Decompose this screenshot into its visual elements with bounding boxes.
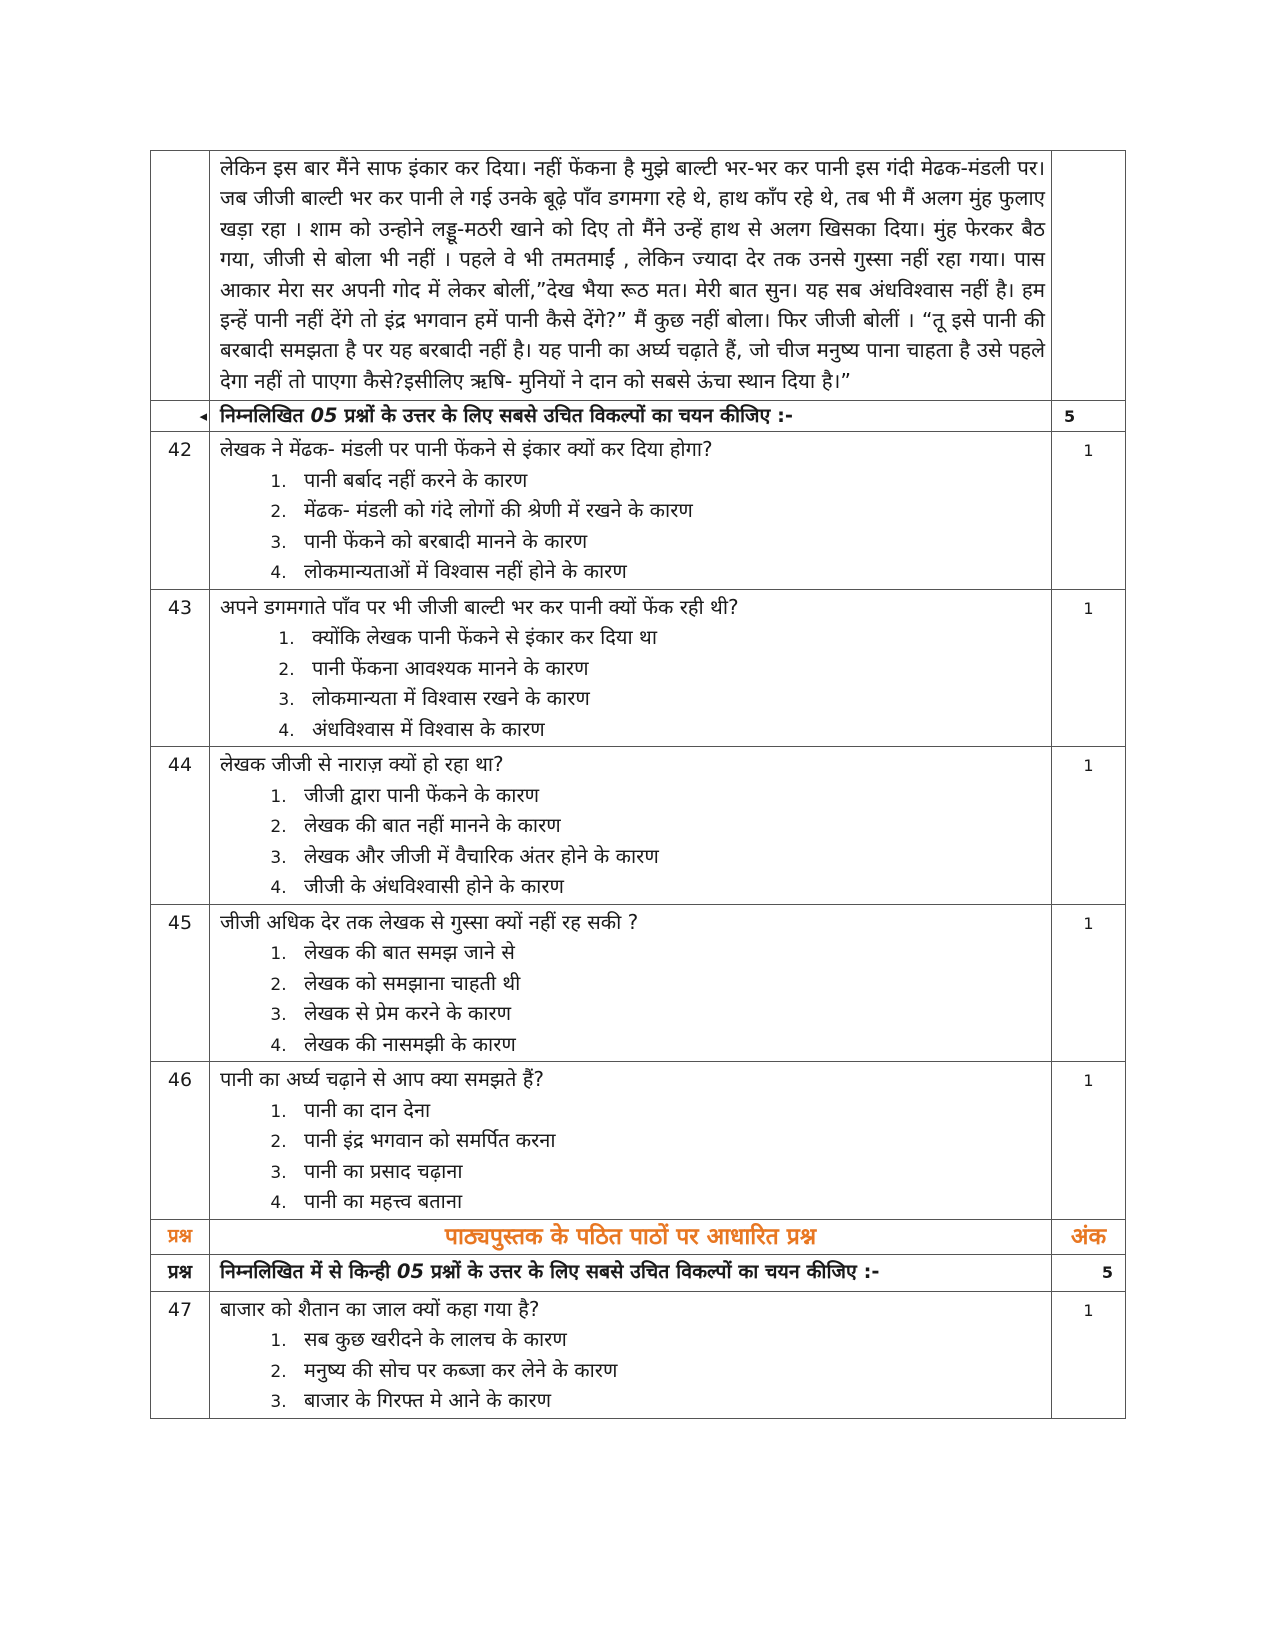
options-list [220, 622, 1045, 744]
option-item: 3. लेखक से प्रेम करने के कारण [292, 998, 1045, 1029]
question-row-47 [151, 1291, 1126, 1418]
option-item: 3. बाजार के गिरफ्त मे आने के कारण [292, 1385, 1045, 1416]
passage-text: लेकिन इस बार मैंने साफ इंकार कर दिया। नहीं फेंकना है मुझे बाल्टी भर-भर कर पानी इस गंदी मेढक-मंडली पर। जब जीजी बाल्टी भर कर पानी ले गई उनके बूढ़े पाँव डगमगा रहे थे, हाथ काँप रहे थे, तब भी मैं अलग मुंह फुलाए खड़ा रहा । शाम को उन्होने लड्डू-मठरी खाने को दिए तो मैंने उन्हें हाथ से अलग खिसका दिया। मुंह फेरकर बैठ गया, जीजी से बोला भी नहीं । पहले वे भी तमतमाईं , लेकिन ज्यादा देर तक उनसे गुस्सा नहीं रहा गया। पास आकार मेरा सर अपनी गोद में लेकर बोलीं,”देख भैया रूठ मत। मेरी बात सुन। यह सब अंधविश्वास नहीं है। हम इन्हें पानी नहीं देंगे तो इंद्र भगवान हमें पानी कैसे देंगे?” मैं कुछ नहीं बोला। फिर जीजी बोलीं । “तू इसे पानी की बरबादी समझता है पर यह बरबादी नहीं है। यह पानी का अर्घ्य चढ़ाते हैं, जो चीज मनुष्य पाना चाहता है उसे पहले देगा नहीं तो पाएगा कैसे?इसीलिए ऋषि- मुनियों ने दान को सबसे ऊंचा स्थान दिया है।” [210, 151, 1052, 401]
question-marks: 1 [1052, 589, 1126, 747]
question-text: जीजी अधिक देर तक लेखक से गुस्सा क्यों नहीं रह सकी ? [220, 909, 639, 934]
option-item: 4. जीजी के अंधविश्वासी होने के कारण [292, 871, 1045, 902]
option-item: 3. लेखक और जीजी में वैचारिक अंतर होने के कारण [292, 841, 1045, 872]
question-cell [210, 904, 1052, 1062]
option-item: 3. पानी का प्रसाद चढ़ाना [292, 1156, 1045, 1187]
option-item: 1. पानी का दान देना [292, 1095, 1045, 1126]
option-item: 2. लेखक को समझाना चाहती थी [292, 968, 1045, 999]
question-number: 46 [151, 1062, 210, 1220]
instruction-text-2: निम्नलिखित में से किन्ही 05 प्रश्नों के उत्तर के लिए सबसे उचित विकल्पों का चयन कीजिए :- [210, 1254, 1052, 1291]
option-item: 2. लेखक की बात नहीं मानने के कारण [292, 810, 1045, 841]
option-item: 1. जीजी द्वारा पानी फेंकने के कारण [292, 780, 1045, 811]
question-marks: 1 [1052, 432, 1126, 590]
question-marks: 1 [1052, 747, 1126, 905]
section-title: पाठ्यपुस्तक के पठित पाठों पर आधारित प्रश्न [210, 1219, 1052, 1254]
instruction-marks-2: 5 [1052, 1254, 1126, 1291]
question-cell [210, 1062, 1052, 1220]
option-item: 4. लोकमान्यताओं में विश्वास नहीं होने के कारण [292, 556, 1045, 587]
question-text: लेखक जीजी से नाराज़ क्यों हो रहा था? [220, 752, 504, 777]
question-row-43 [151, 589, 1126, 747]
option-item: 2. मनुष्य की सोच पर कब्जा कर लेने के कारण [292, 1355, 1045, 1386]
instruction-marker: ◂ [151, 401, 210, 432]
question-marks: 1 [1052, 904, 1126, 1062]
option-item: 1. पानी बर्बाद नहीं करने के कारण [292, 465, 1045, 496]
question-cell [210, 747, 1052, 905]
option-item: 4. लेखक की नासमझी के कारण [292, 1029, 1045, 1060]
question-text: लेखक ने मेंढक- मंडली पर पानी फेंकने से इंकार क्यों कर दिया होगा? [220, 437, 713, 462]
options-list [220, 1324, 1045, 1416]
option-item: 1. क्योंकि लेखक पानी फेंकने से इंकार कर दिया था [300, 622, 1045, 653]
question-text: अपने डगमगाते पाँव पर भी जीजी बाल्टी भर कर पानी क्यों फेंक रही थी? [220, 594, 739, 619]
option-item: 4. पानी का महत्त्व बताना [292, 1186, 1045, 1217]
option-item: 1. सब कुछ खरीदने के लालच के कारण [292, 1324, 1045, 1355]
section-heading-row [151, 1219, 1126, 1254]
question-marks: 1 [1052, 1062, 1126, 1220]
option-item: 2. मेंढक- मंडली को गंदे लोगों की श्रेणी में रखने के कारण [292, 495, 1045, 526]
options-list [220, 465, 1045, 587]
question-row-44 [151, 747, 1126, 905]
question-cell [210, 1291, 1052, 1418]
empty-cell [151, 151, 210, 401]
question-row-45 [151, 904, 1126, 1062]
question-number: 44 [151, 747, 210, 905]
exam-table [150, 150, 1126, 1419]
instruction-row [151, 401, 1126, 432]
question-number: 43 [151, 589, 210, 747]
question-cell [210, 432, 1052, 590]
question-text: बाजार को शैतान का जाल क्यों कहा गया है? [220, 1296, 540, 1321]
instruction-marks: 5 [1052, 401, 1126, 432]
option-item: 2. पानी इंद्र भगवान को समर्पित करना [292, 1125, 1045, 1156]
options-list [220, 780, 1045, 902]
option-item: 3. पानी फेंकने को बरबादी मानने के कारण [292, 526, 1045, 557]
question-number: 45 [151, 904, 210, 1062]
options-list [220, 937, 1045, 1059]
section-question-label: प्रश्न [151, 1219, 210, 1254]
question-cell [210, 589, 1052, 747]
question-row-42 [151, 432, 1126, 590]
question-marks: 1 [1052, 1291, 1126, 1418]
empty-cell [1052, 151, 1126, 401]
question-number: 42 [151, 432, 210, 590]
option-item: 2. पानी फेंकना आवश्यक मानने के कारण [300, 653, 1045, 684]
question-text: पानी का अर्घ्य चढ़ाने से आप क्या समझते हैं? [220, 1067, 545, 1092]
option-item: 1. लेखक की बात समझ जाने से [292, 937, 1045, 968]
instruction-text: निम्नलिखित 05 प्रश्नों के उत्तर के लिए सबसे उचित विकल्पों का चयन कीजिए :- [210, 401, 1052, 432]
questions-body [151, 432, 1126, 1220]
question-number: 47 [151, 1291, 210, 1418]
option-item: 3. लोकमान्यता में विश्वास रखने के कारण [300, 683, 1045, 714]
question-row-46 [151, 1062, 1126, 1220]
options-list [220, 1095, 1045, 1217]
option-item: 4. अंधविश्वास में विश्वास के कारण [300, 714, 1045, 745]
instruction-row-2 [151, 1254, 1126, 1291]
passage-row [151, 151, 1126, 401]
question-label: प्रश्न [151, 1254, 210, 1291]
section-marks-label: अंक [1052, 1219, 1126, 1254]
